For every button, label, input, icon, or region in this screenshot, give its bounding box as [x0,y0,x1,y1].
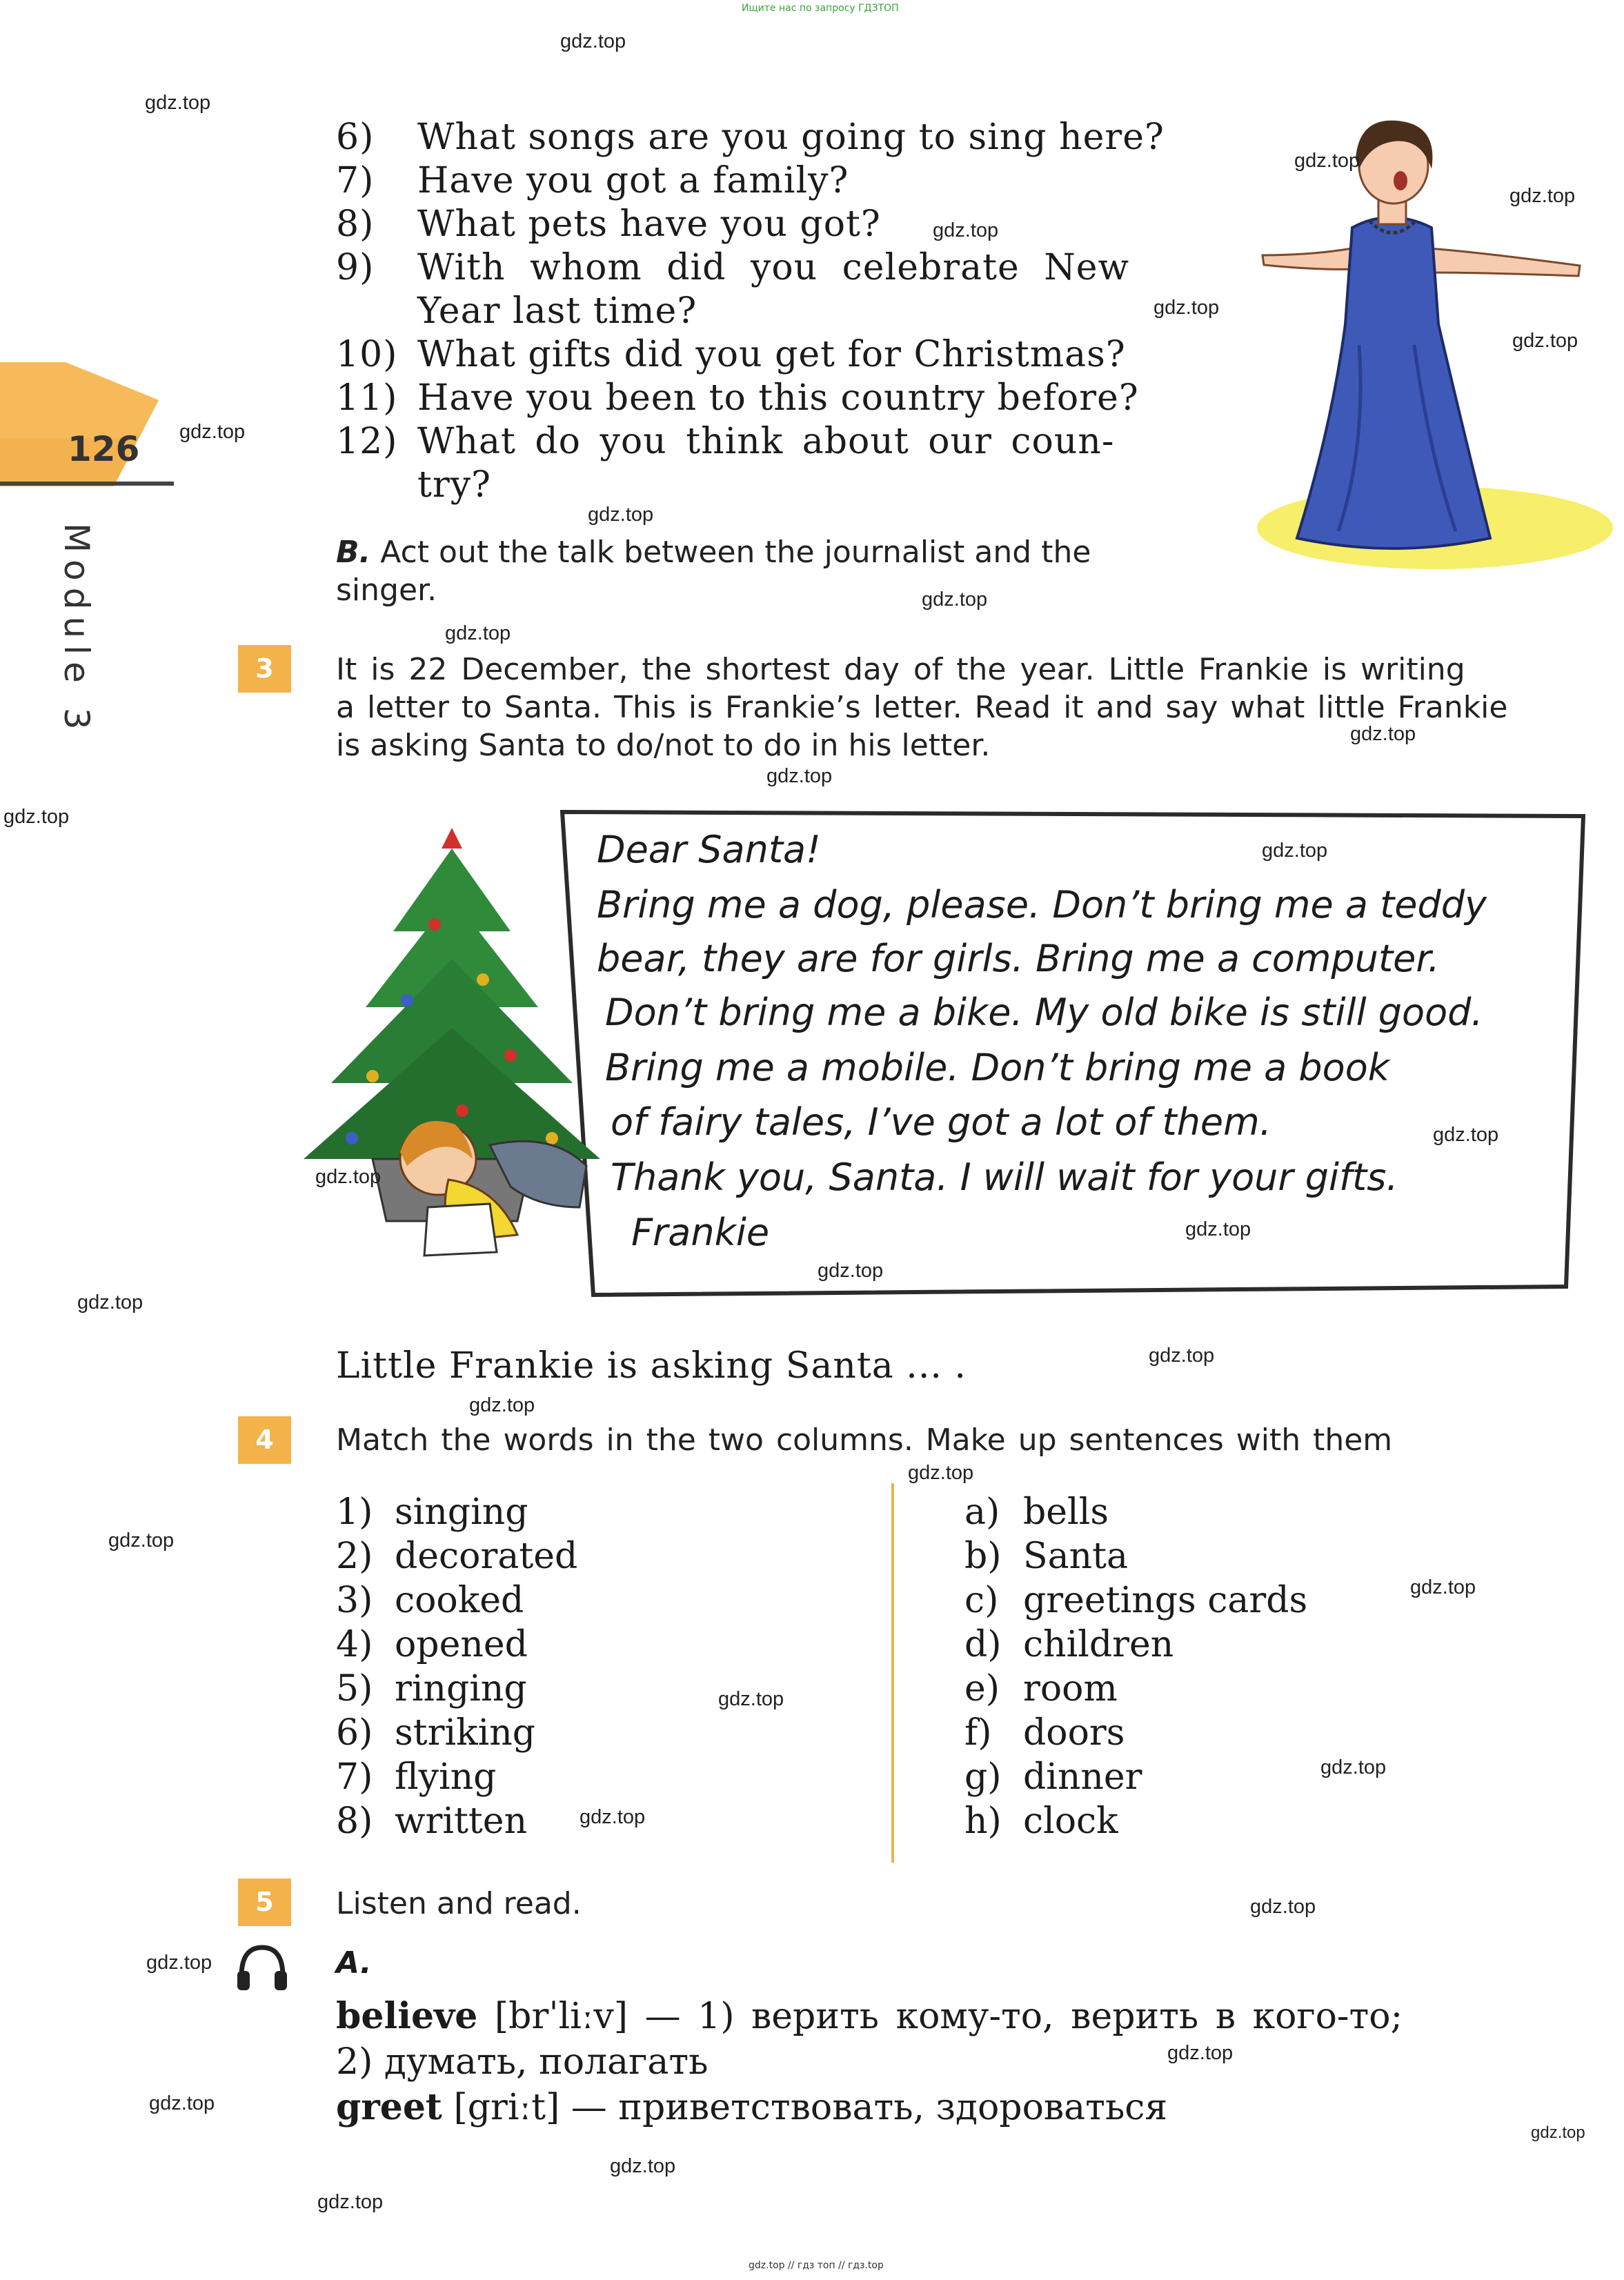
question-item [336,464,1165,507]
question-number: 8) [336,204,375,245]
part-b-text-2: singer. [336,573,437,608]
question-text: Year last time? [417,290,697,332]
watermark-label: gdz.top [149,2092,215,2114]
letter-line: Dear Santa! [597,828,821,871]
part-a-label: A. [336,1945,372,1981]
watermark-label: gdz.top [1185,1218,1251,1240]
match-right-item: f) doors [964,1712,1125,1754]
instruction-line: a letter to Santa. This is Frankie’s letter. Read it and say what little Frankie [336,690,1508,725]
question-text: What do you think about our coun- [417,421,1115,462]
exercise-badge-3: 3 [238,645,291,693]
watermark-label: gdz.top [1149,1345,1215,1367]
watermark-label: gdz.top [610,2155,676,2177]
watermark-label: gdz.top [1294,150,1360,172]
question-text: What gifts did you get for Christmas? [417,334,1126,375]
watermark-label: gdz.top [179,421,246,443]
exercise3-completion: Little Frankie is asking Santa ... . [336,1345,967,1387]
christmas-tree-illustration [290,821,614,1262]
watermark-label: gdz.top [445,622,511,644]
watermark-label: gdz.top [146,1952,212,1974]
letter-line: Bring me a mobile. Don’t bring me a book [605,1046,1390,1089]
match-right-item: b) Santa [964,1536,1129,1577]
vocab-entry: believe [brˈliːv] — 1) верить кому-то, верить в кого-то; [336,1995,1403,2037]
watermark-label: gdz.top [1320,1756,1387,1778]
match-left-item: 4) opened [336,1624,528,1665]
watermark-label: gdz.top [560,30,626,52]
vocab-entry: 2) думать, полагать [336,2041,709,2083]
match-right-item: g) dinner [964,1756,1142,1798]
watermark-label: gdz.top [718,1688,784,1710]
watermark-label: gdz.top [145,92,211,114]
letter-line: Frankie [631,1211,770,1254]
watermark-label: gdz.top [1350,723,1416,745]
module-label: Module 3 [57,523,97,737]
question-text: try? [417,464,492,506]
part-b-label: B. [336,535,371,570]
watermark-label: gdz.top [1433,1124,1499,1146]
vocab-entry: greet [griːt] — приветствовать, здороваться [336,2086,1168,2128]
question-item [336,116,1165,159]
letter-line: Bring me a dog, please. Don’t bring me a teddy [597,883,1487,926]
instruction-line: It is 22 December, the shortest day of the year. Little Frankie is writing [336,652,1465,687]
page-number-rule [0,482,174,486]
part-b-text: Act out the talk between the journalist and the [380,535,1091,570]
watermark-label: gdz.top [1410,1576,1476,1598]
question-number: 11) [336,377,398,419]
question-text: Have you been to this country before? [417,377,1139,419]
match-left-item: 3) cooked [336,1580,524,1621]
question-item [336,377,1165,420]
watermark-label: gdz.top [766,765,833,787]
question-text: What songs are you going to sing here? [417,117,1165,158]
match-right-item: e) room [964,1668,1118,1709]
watermark-label: gdz.top [1531,2123,1585,2142]
bottom-watermark-banner: gdz.top // гдз топ // гдз.top [749,2260,884,2271]
top-watermark-banner: Ищите нас по запросу ГДЗТОП [742,3,899,14]
exercise-badge-4: 4 [238,1416,291,1464]
question-item [336,333,1165,377]
match-left-column [336,1490,577,1843]
match-left-item: 6) striking [336,1712,535,1754]
module-label-wrap [57,523,98,744]
match-left-item: 8) written [336,1801,528,1842]
exercise3-instruction [336,651,1585,764]
watermark-label: gdz.top [317,2191,384,2213]
page-corner-tab [0,362,172,493]
watermark-label: gdz.top [1153,297,1220,319]
watermark-label: gdz.top [1512,330,1578,352]
letter-line: of fairy tales, I’ve got a lot of them. [611,1100,1271,1144]
headphones-icon [235,1942,290,1992]
watermark-label: gdz.top [108,1529,175,1552]
exercise2-part-b [336,533,1198,609]
watermark-label: gdz.top [77,1291,143,1314]
question-number: 6) [336,117,375,158]
question-item [336,420,1165,464]
question-text: Have you got a family? [417,160,849,201]
question-number: 9) [336,247,375,288]
question-item [336,246,1165,290]
watermark-label: gdz.top [3,806,70,828]
watermark-label: gdz.top [580,1806,646,1828]
exercise5-instruction: Listen and read. [336,1886,582,1921]
match-right-item: d) children [964,1624,1174,1665]
match-left-item: 5) ringing [336,1668,527,1709]
vocab-list [336,1994,1403,2130]
question-text: With whom did you celebrate New [417,247,1130,288]
letter-line: Thank you, Santa. I will wait for your gifts. [611,1156,1398,1199]
watermark-label: gdz.top [933,219,999,241]
question-number: 7) [336,160,375,201]
question-number: 10) [336,334,398,375]
match-left-item: 1) singing [336,1491,528,1533]
question-item [336,159,1165,203]
exercise2-question-list [336,116,1165,507]
watermark-label: gdz.top [1262,840,1328,862]
letter-line: bear, they are for girls. Bring me a computer. [597,937,1440,980]
exercise4-instruction: Match the words in the two columns. Make up sentences with them [336,1422,1393,1458]
match-right-column [964,1490,1307,1843]
letter-line: Don’t bring me a bike. My old bike is still good. [605,991,1483,1034]
match-left-item: 7) flying [336,1756,497,1798]
page-number: 126 [68,429,140,469]
instruction-line: is asking Santa to do/not to do in his letter. [336,728,991,763]
watermark-label: gdz.top [818,1260,884,1282]
match-right-item: a) bells [964,1491,1109,1533]
match-right-item: c) greetings cards [964,1580,1308,1621]
watermark-label: gdz.top [315,1166,382,1188]
exercise-badge-5: 5 [238,1878,291,1926]
watermark-label: gdz.top [588,504,654,526]
watermark-label: gdz.top [1509,185,1576,207]
question-number: 12) [336,421,398,462]
match-left-item: 2) decorated [336,1536,578,1577]
watermark-label: gdz.top [908,1462,974,1484]
watermark-label: gdz.top [922,588,988,611]
column-divider [891,1483,894,1863]
watermark-label: gdz.top [469,1394,535,1416]
question-text: What pets have you got? [417,204,881,245]
watermark-label: gdz.top [1250,1896,1316,1918]
question-item [336,203,1165,246]
question-item [336,290,1165,333]
match-right-item: h) clock [964,1801,1118,1842]
watermark-label: gdz.top [1167,2042,1234,2064]
